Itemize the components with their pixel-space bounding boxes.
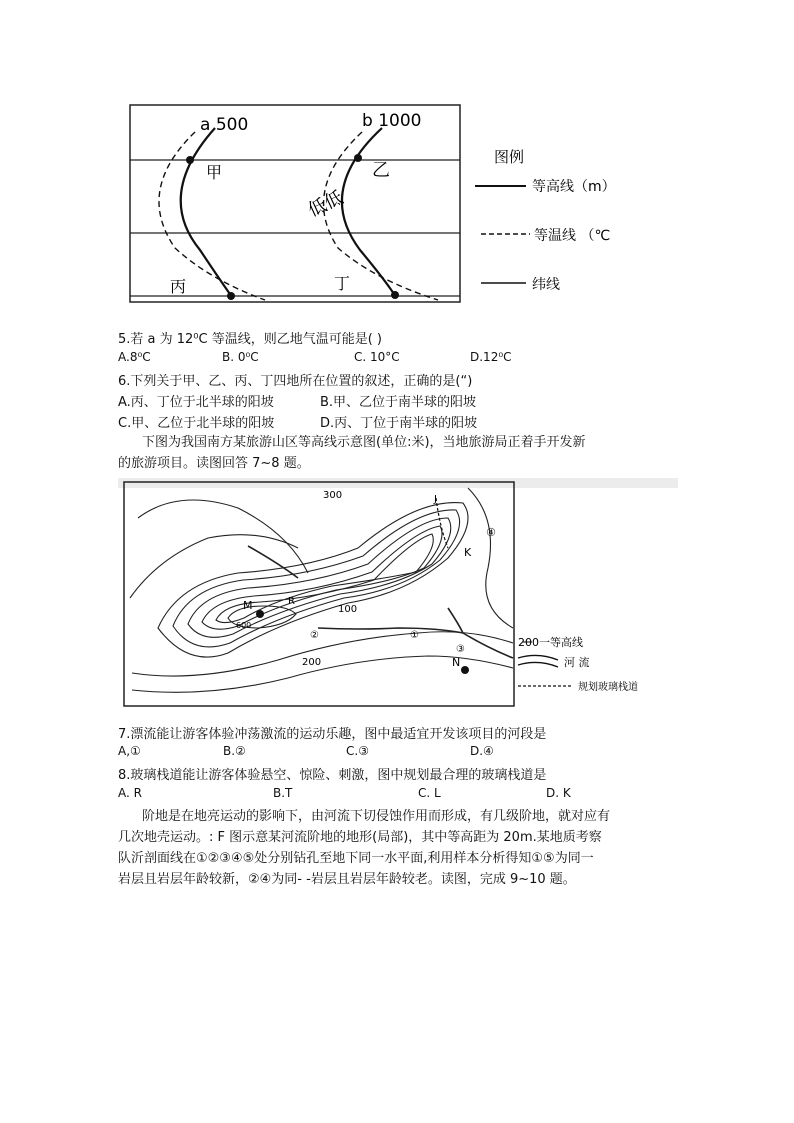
label-M: M bbox=[243, 599, 253, 612]
label-yi: 乙 bbox=[372, 160, 390, 181]
label-circle-4: ④ bbox=[486, 526, 496, 539]
contour-isotherm-figure bbox=[120, 100, 680, 310]
q8-option-d: D. K bbox=[546, 786, 571, 800]
legend-latitude-label: 纬线 bbox=[532, 277, 560, 293]
q5-option-d: D.12⁰C bbox=[470, 350, 512, 364]
label-N: N bbox=[452, 656, 461, 669]
legend-isotherm-label: 等温线 （℃ bbox=[534, 228, 611, 244]
point-N-dot bbox=[461, 666, 469, 674]
point-jia-dot bbox=[186, 156, 194, 164]
q8-option-c: C. L bbox=[418, 786, 441, 800]
point-ding-dot bbox=[391, 291, 399, 299]
legend-river-label: 河 流 bbox=[564, 656, 590, 669]
river-main bbox=[248, 546, 298, 578]
figure1-frame bbox=[130, 105, 460, 302]
point-M-dot bbox=[256, 610, 264, 618]
q8-option-b: B.T bbox=[273, 786, 293, 800]
label-J: J bbox=[434, 494, 437, 505]
intro-7-8 bbox=[118, 432, 658, 474]
legend-river-swatch bbox=[518, 655, 558, 667]
label-ding: 丁 bbox=[334, 274, 351, 293]
q7-option-a: A,① bbox=[118, 744, 141, 758]
q5-option-b: B. 0⁰C bbox=[222, 350, 259, 364]
label-jia: 甲 bbox=[206, 163, 223, 182]
legend-trail-label: 规划玻璃栈道 bbox=[578, 682, 638, 693]
q6-option-d: D.丙、丁位于南半球的阳坡 bbox=[320, 416, 478, 431]
contour-line-a bbox=[181, 128, 232, 297]
q5-option-a: A.8⁰C bbox=[118, 350, 151, 364]
map-background-strip bbox=[118, 478, 678, 488]
legend-contour-label: 等高线（m） bbox=[532, 179, 616, 195]
q5-option-c: C. 10°C bbox=[354, 350, 400, 364]
label-300: 300 bbox=[323, 490, 343, 501]
tourism-contour-map bbox=[118, 478, 678, 712]
contour-right-edge bbox=[468, 488, 513, 628]
contour-outer-300 bbox=[138, 500, 308, 573]
label-a-500: a 500 bbox=[200, 115, 249, 135]
contour-line-b bbox=[342, 128, 396, 297]
intro-9-10 bbox=[118, 806, 658, 890]
q6-stem: 6.下列关于甲、乙、丙、丁四地所在位置的叙述，正确的是(“) bbox=[118, 374, 473, 389]
label-200: 200 bbox=[302, 657, 322, 668]
legend-contour-label: 200一等高线 bbox=[518, 636, 583, 649]
label-b-1000: b 1000 bbox=[362, 111, 422, 131]
q7-option-c: C.③ bbox=[346, 744, 369, 758]
q6-option-c: C.甲、乙位于北半球的阳坡 bbox=[118, 416, 275, 431]
label-100: 100 bbox=[338, 604, 358, 615]
q7-option-d: D.④ bbox=[470, 744, 494, 758]
label-circle-3: ③ bbox=[456, 644, 465, 655]
intro-7-8-line-1: 下图为我国南方某旅游山区等高线示意图(单位:米)，当地旅游局正着手开发新 bbox=[142, 435, 586, 450]
label-bing: 丙 bbox=[170, 277, 187, 296]
isotherm-line-a bbox=[159, 132, 265, 300]
glass-trail-J bbox=[436, 498, 448, 548]
point-yi-dot bbox=[354, 154, 362, 162]
q8-stem: 8.玻璃栈道能让游客体验悬空、惊险、刺激，图中规划最合理的玻璃栈道是 bbox=[118, 768, 547, 783]
point-bing-dot bbox=[227, 292, 235, 300]
intro-9-10-line-2: 几次地壳运动。: F 图示意某河流阶地的地形(局部)，其中等高距为 20m.某地质考察 bbox=[118, 830, 602, 845]
contour-outer-left bbox=[130, 535, 298, 598]
label-K: K bbox=[464, 546, 472, 559]
q7-stem: 7.漂流能让游客体验冲荡激流的运动乐趣，图中最适宜开发该项目的河段是 bbox=[118, 727, 547, 742]
label-circle-1: ① bbox=[410, 630, 419, 641]
label-600: 600 bbox=[236, 621, 252, 630]
intro-9-10-line-4: 岩层且岩层年龄较新，②④为同- -岩层且岩层年龄较老。读图，完成 9~10 题。 bbox=[118, 872, 576, 887]
q6-option-b: B.甲、乙位于南半球的阳坡 bbox=[320, 395, 477, 410]
river-branch bbox=[448, 608, 463, 633]
q7-option-b: B.② bbox=[223, 744, 246, 758]
q8-option-a: A. R bbox=[118, 786, 142, 800]
intro-9-10-line-1: 阶地是在地亮运动的影响下，由河流下切侵蚀作用而形成，有几级阶地，就对应有 bbox=[142, 809, 611, 824]
legend-title: 图例 bbox=[494, 148, 525, 166]
contour-ridge-3 bbox=[188, 518, 451, 637]
intro-7-8-line-2: 的旅游项目。读图回答 7~8 题。 bbox=[118, 456, 310, 471]
intro-9-10-line-3: 队沂剖面线在①②③④⑤处分别钻孔至地下同一水平面,利用样本分析得知①⑤为同一 bbox=[118, 851, 594, 866]
q5-stem: 5.若 a 为 12⁰C 等温线，则乙地气温可能是( ) bbox=[118, 332, 383, 347]
handwritten-note: 低低 bbox=[304, 187, 347, 222]
q6-option-a: A.丙、丁位于北半球的阳坡 bbox=[118, 395, 274, 410]
label-circle-2: ② bbox=[310, 630, 319, 641]
label-R: R bbox=[288, 596, 295, 607]
